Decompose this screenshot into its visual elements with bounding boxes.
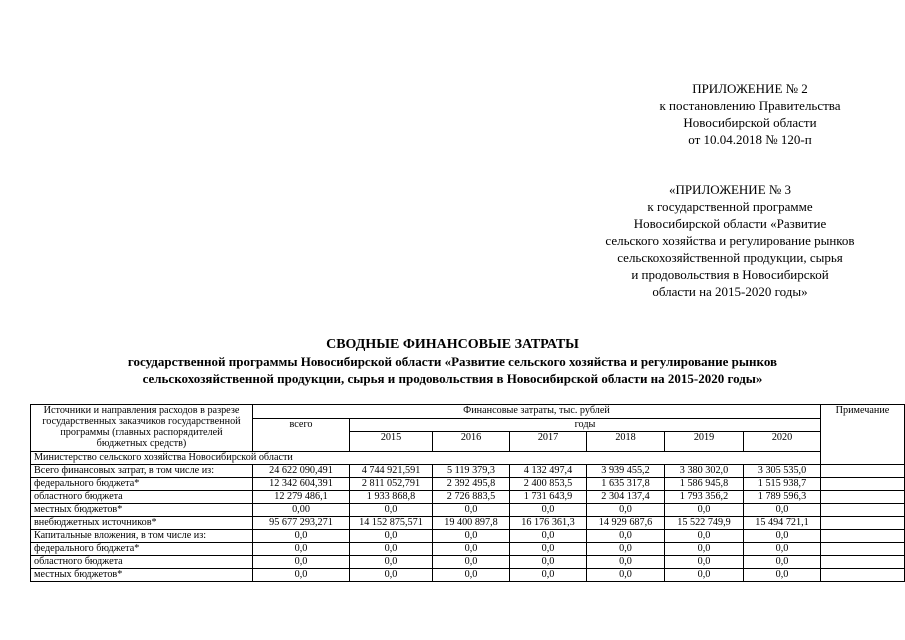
appendix-3-line: сельского хозяйства и регулирование рынков (605, 233, 855, 248)
header-source: Источники и направления расходов в разрезе государственных заказчиков государственной программы (главных распорядителей бюджетных средств) (31, 405, 253, 452)
appendix-3-line: области на 2015-2020 годы» (652, 284, 808, 299)
cell-year-value: 2 726 883,5 (433, 491, 510, 504)
table-row (31, 491, 905, 504)
row-label: Всего финансовых затрат, в том числе из: (31, 465, 253, 478)
cell-year-value: 0,0 (510, 543, 587, 556)
header-note: Примечание (821, 405, 905, 465)
cell-note (821, 543, 905, 556)
financial-costs-table (30, 404, 905, 582)
section-ministry: Министерство сельского хозяйства Новосибирской области (31, 452, 821, 465)
row-label: местных бюджетов* (31, 569, 253, 582)
cell-year-value: 0,0 (350, 569, 433, 582)
cell-year-value: 0,0 (433, 530, 510, 543)
cell-year-value: 0,0 (744, 556, 821, 569)
cell-year-value: 0,0 (350, 530, 433, 543)
header-year: 2016 (433, 432, 510, 452)
cell-year-value: 0,0 (350, 543, 433, 556)
appendix-3-line: и продовольствия в Новосибирской (631, 267, 829, 282)
header-year: 2019 (665, 432, 744, 452)
table-row (31, 465, 905, 478)
row-label: федерального бюджета* (31, 543, 253, 556)
header-year: 2017 (510, 432, 587, 452)
cell-note (821, 465, 905, 478)
cell-year-value: 0,0 (510, 556, 587, 569)
appendix-3-line: сельскохозяйственной продукции, сырья (617, 250, 843, 265)
cell-note (821, 478, 905, 491)
appendix-3-line: Новосибирской области «Развитие (633, 216, 827, 231)
row-label: федерального бюджета* (31, 478, 253, 491)
cell-year-value: 0,0 (350, 504, 433, 517)
header-year: 2018 (587, 432, 665, 452)
cell-year-value: 0,0 (510, 504, 587, 517)
cell-year-value: 0,0 (665, 504, 744, 517)
cell-year-value: 1 793 356,2 (665, 491, 744, 504)
appendix-3-line: к государственной программе (647, 199, 813, 214)
cell-year-value: 16 176 361,3 (510, 517, 587, 530)
cell-year-value: 3 939 455,2 (587, 465, 665, 478)
cell-total: 0,0 (253, 530, 350, 543)
title-line: государственной программы Новосибирской области «Развитие сельского хозяйства и регулирование рынков (127, 354, 778, 369)
cell-year-value: 0,0 (433, 504, 510, 517)
table-row (31, 517, 905, 530)
appendix-2-line: ПРИЛОЖЕНИЕ № 2 (692, 81, 808, 96)
cell-year-value: 0,0 (665, 543, 744, 556)
cell-year-value: 4 744 921,591 (350, 465, 433, 478)
table-row (31, 504, 905, 517)
table-row (31, 530, 905, 543)
cell-year-value: 2 400 853,5 (510, 478, 587, 491)
cell-year-value: 0,0 (433, 556, 510, 569)
cell-note (821, 491, 905, 504)
cell-year-value: 0,0 (587, 569, 665, 582)
cell-year-value: 0,0 (744, 543, 821, 556)
cell-note (821, 556, 905, 569)
title-line: СВОДНЫЕ ФИНАНСОВЫЕ ЗАТРАТЫ (326, 337, 579, 352)
cell-year-value: 1 515 938,7 (744, 478, 821, 491)
appendix-2-line: Новосибирской области (683, 115, 817, 130)
table-row (31, 478, 905, 491)
cell-total: 12 279 486,1 (253, 491, 350, 504)
appendix-2-line: от 10.04.2018 № 120-п (688, 132, 812, 147)
header-years: годы (350, 419, 821, 432)
row-label: областного бюджета (31, 556, 253, 569)
cell-year-value: 4 132 497,4 (510, 465, 587, 478)
cell-year-value: 0,0 (744, 569, 821, 582)
cell-year-value: 15 494 721,1 (744, 517, 821, 530)
cell-year-value: 1 586 945,8 (665, 478, 744, 491)
cell-year-value: 14 929 687,6 (587, 517, 665, 530)
cell-year-value: 19 400 897,8 (433, 517, 510, 530)
cell-total: 12 342 604,391 (253, 478, 350, 491)
cell-year-value: 15 522 749,9 (665, 517, 744, 530)
table-row (31, 543, 905, 556)
cell-year-value: 3 305 535,0 (744, 465, 821, 478)
cell-year-value: 0,0 (587, 543, 665, 556)
cell-year-value: 0,0 (665, 556, 744, 569)
cell-year-value: 0,0 (665, 569, 744, 582)
cell-year-value: 0,0 (665, 530, 744, 543)
cell-year-value: 0,0 (510, 569, 587, 582)
cell-year-value: 2 392 495,8 (433, 478, 510, 491)
cell-note (821, 504, 905, 517)
cell-total: 95 677 293,271 (253, 517, 350, 530)
cell-year-value: 0,0 (587, 530, 665, 543)
cell-year-value: 0,0 (587, 504, 665, 517)
appendix-3-line: «ПРИЛОЖЕНИЕ № 3 (668, 182, 792, 197)
row-label: Капитальные вложения, в том числе из: (31, 530, 253, 543)
cell-year-value: 1 731 643,9 (510, 491, 587, 504)
cell-year-value: 0,0 (744, 530, 821, 543)
cell-year-value: 3 380 302,0 (665, 465, 744, 478)
document-title (0, 336, 905, 387)
cell-year-value: 5 119 379,3 (433, 465, 510, 478)
header-year: 2020 (744, 432, 821, 452)
cell-total: 0,0 (253, 569, 350, 582)
appendix-2-block (620, 80, 880, 148)
table-row (31, 569, 905, 582)
cell-total: 0,0 (253, 556, 350, 569)
cell-year-value: 0,0 (587, 556, 665, 569)
header-total: всего (253, 419, 350, 452)
cell-year-value: 1 789 596,3 (744, 491, 821, 504)
cell-year-value: 0,0 (350, 556, 433, 569)
table-row (31, 556, 905, 569)
cell-note (821, 569, 905, 582)
row-label: местных бюджетов* (31, 504, 253, 517)
cell-year-value: 1 933 868,8 (350, 491, 433, 504)
header-costs: Финансовые затраты, тыс. рублей (253, 405, 821, 419)
title-line: сельскохозяйственной продукции, сырья и продовольствия в Новосибирской области на 2015-2020 годы» (142, 371, 763, 386)
cell-note (821, 530, 905, 543)
cell-year-value: 14 152 875,571 (350, 517, 433, 530)
cell-total: 24 622 090,491 (253, 465, 350, 478)
cell-total: 0,00 (253, 504, 350, 517)
cell-year-value: 1 635 317,8 (587, 478, 665, 491)
appendix-2-line: к постановлению Правительства (659, 98, 841, 113)
cell-year-value: 2 811 052,791 (350, 478, 433, 491)
header-year: 2015 (350, 432, 433, 452)
row-label: внебюджетных источников* (31, 517, 253, 530)
cell-year-value: 0,0 (433, 543, 510, 556)
cell-note (821, 517, 905, 530)
cell-total: 0,0 (253, 543, 350, 556)
cell-year-value: 2 304 137,4 (587, 491, 665, 504)
cell-year-value: 0,0 (744, 504, 821, 517)
appendix-3-block (560, 181, 900, 300)
row-label: областного бюджета (31, 491, 253, 504)
cell-year-value: 0,0 (510, 530, 587, 543)
cell-year-value: 0,0 (433, 569, 510, 582)
